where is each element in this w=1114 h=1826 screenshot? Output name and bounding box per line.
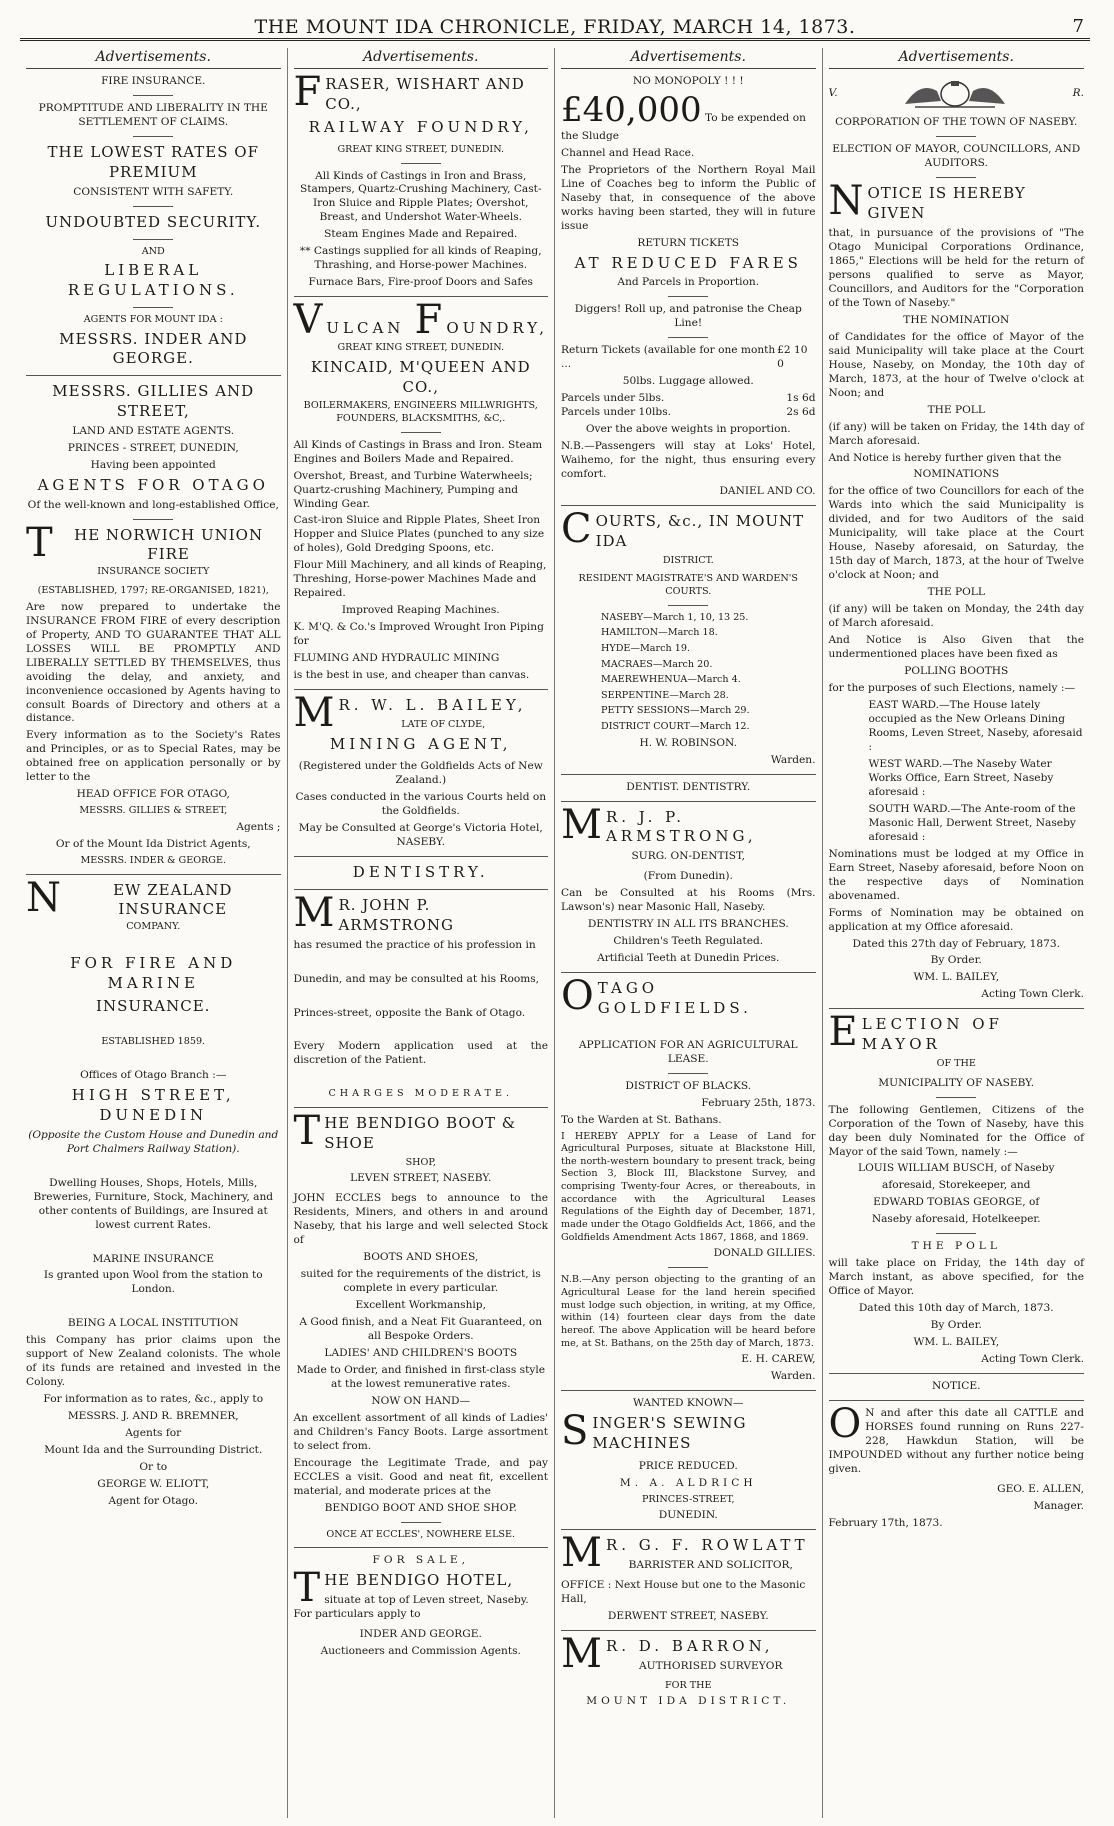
dwelling-houses: Dwelling Houses, Shops, Hotels, Mills, Breweries, Furniture, Stock, Machinery, and other contents of Buildings, are Insured at lowest current Rates. bbox=[33, 1176, 274, 1231]
drop-cap: O bbox=[561, 973, 594, 1020]
divider bbox=[829, 1008, 1085, 1009]
charges-moderate: CHARGES MODERATE. bbox=[328, 1088, 514, 1100]
column-header: Advertisements. bbox=[26, 48, 281, 69]
spacer bbox=[26, 937, 281, 951]
south-ward: SOUTH WARD.—The Ante-room of the Masonic Hall, Derwent Street, Naseby aforesaid : bbox=[868, 802, 1076, 843]
shop: SHOP, bbox=[405, 1156, 436, 1168]
can-be-consulted: Can be Consulted at his Rooms (Mrs. Lawson's) near Masonic Hall, Naseby. bbox=[561, 887, 816, 914]
resident-magistrate: RESIDENT MAGISTRATE'S AND WARDEN'S COURTS. bbox=[578, 573, 798, 597]
divider bbox=[294, 856, 549, 857]
drop-cap: M bbox=[293, 889, 335, 936]
suited-requirements: suited for the requirements of the district, is complete in every particular. bbox=[300, 1268, 541, 1295]
spacer bbox=[26, 1300, 281, 1314]
for-sale: FOR SALE, bbox=[372, 1554, 469, 1567]
surgeon-dentist: SURG. ON-DENTIST, bbox=[631, 850, 745, 863]
excellent-assortment: An excellent assortment of all kinds of Ladies' and Children's Fancy Boots. Large assortment to select from. bbox=[293, 1411, 548, 1452]
great-king-street: GREAT KING STREET, DUNEDIN. bbox=[337, 143, 505, 155]
excellent-workmanship: Excellent Workmanship, bbox=[355, 1299, 486, 1312]
dated-feb-27: Dated this 27th day of February, 1873. bbox=[852, 937, 1061, 950]
nb-passengers: N.B.—Passengers will stay at Loks' Hotel, Waihemo, for the night, thus ensuring every comfort. bbox=[561, 440, 816, 481]
good-finish: A Good finish, and a Neat Fit Guaranteed, on all Bespoke Orders. bbox=[299, 1316, 543, 1343]
agents-for-mount-ida: AGENTS FOR MOUNT IDA : bbox=[83, 313, 223, 325]
divider bbox=[26, 375, 281, 376]
or-to: Or to bbox=[139, 1461, 168, 1474]
bremner: MESSRS. J. AND R. BREMNER, bbox=[67, 1410, 239, 1423]
spacer bbox=[294, 956, 549, 970]
children-teeth: Children's Teeth Regulated. bbox=[613, 935, 764, 948]
amount: £40,000 bbox=[561, 90, 702, 131]
r-letter: R. bbox=[1072, 87, 1084, 100]
divider bbox=[829, 1400, 1085, 1401]
forms-nomination: Forms of Nomination may be obtained on application at my Office aforesaid. bbox=[828, 906, 1084, 933]
land-estate-agents: LAND AND ESTATE AGENTS. bbox=[72, 424, 235, 437]
may-be-consulted: May be Consulted at George's Victoria Hotel, NASEBY. bbox=[298, 822, 543, 849]
poll-3: THE POLL bbox=[911, 1240, 1001, 1253]
candidates: of Candidates for the office of Mayor of the said Municipality will take place at the Court House, Naseby, on Monday, the 10th day of March, 1873, at the hour of Twelve o'clock at Noon; and bbox=[828, 330, 1084, 399]
jp-armstrong: R. J. P. ARMSTRONG, bbox=[605, 807, 757, 846]
column-1 bbox=[20, 48, 288, 1818]
fraser-wishart: RASER, WISHART AND CO., bbox=[325, 75, 525, 114]
drop-cap: F bbox=[293, 69, 322, 116]
court-date: HYDE—March 19. bbox=[601, 642, 690, 654]
election-mayor: LECTION OF MAYOR bbox=[861, 1015, 1003, 1054]
inder-george-3: INDER AND GEORGE. bbox=[359, 1628, 482, 1640]
fare-value: 2s 6d bbox=[786, 406, 816, 419]
kmq-piping: K. M'Q. & Co.'s Improved Wrought Iron Piping for bbox=[293, 621, 544, 648]
drop-cap: M bbox=[561, 1530, 602, 1577]
bendigo-hotel: HE BENDIGO HOTEL, bbox=[324, 1571, 514, 1590]
poll-2: THE POLL bbox=[927, 586, 985, 599]
further-notice: And Notice is hereby further given that the bbox=[828, 451, 1062, 464]
district: DISTRICT. bbox=[662, 554, 714, 566]
divider bbox=[133, 307, 173, 308]
john-armstrong: R. JOHN P. ARMSTRONG bbox=[338, 895, 454, 934]
court-date: HAMILTON—March 18. bbox=[601, 627, 718, 639]
manager: Manager. bbox=[1033, 1499, 1084, 1512]
purposes: for the purposes of such Elections, namely :— bbox=[828, 682, 1076, 695]
luggage: 50lbs. Luggage allowed. bbox=[622, 375, 754, 388]
head-office: HEAD OFFICE FOR OTAGO, bbox=[76, 788, 230, 801]
now-on-hand: NOW ON HAND— bbox=[371, 1394, 471, 1407]
established-1797: (ESTABLISHED, 1797; RE-ORGANISED, 1821), bbox=[37, 585, 269, 597]
diggers: Diggers! Roll up, and patronise the Cheap Line! bbox=[574, 303, 802, 330]
drop-cap: T bbox=[26, 519, 53, 566]
divider bbox=[133, 239, 173, 240]
boilermakers: BOILERMAKERS, ENGINEERS MILLWRIGHTS, FOUNDERS, BLACKSMITHS, &C,. bbox=[303, 400, 538, 424]
column-header: Advertisements. bbox=[829, 48, 1085, 69]
gillies-street: MESSRS. GILLIES AND STREET, bbox=[52, 382, 255, 421]
warden-title: Warden. bbox=[770, 753, 816, 766]
notice-heading: NOTICE. bbox=[932, 1380, 981, 1393]
drop-cap: C bbox=[561, 505, 592, 552]
drop-cap: E bbox=[828, 1009, 858, 1056]
drop-cap: S bbox=[561, 1408, 589, 1455]
divider bbox=[668, 1073, 708, 1074]
cast-iron: Cast-iron Sluice and Ripple Plates, Sheet Iron Hopper and Sluice Plates (punched to any size of holes), Gold Dredging Spoons, etc. bbox=[293, 514, 545, 555]
drop-cap: M bbox=[561, 801, 602, 848]
opposite-custom-house: (Opposite the Custom House and Dunedin and Port Chalmers Railway Station). bbox=[28, 1128, 279, 1155]
fare-row bbox=[561, 406, 816, 420]
divider bbox=[133, 206, 173, 207]
warden-title-2: Warden. bbox=[770, 1370, 816, 1383]
divider bbox=[561, 774, 816, 775]
inder-george: MESSRS. INDER AND GEORGE. bbox=[59, 329, 248, 368]
daniel-co: DANIEL AND CO. bbox=[719, 485, 816, 497]
column-header: Advertisements. bbox=[294, 48, 549, 69]
nominations-lodged: Nominations must be lodged at my Office in Earn Street, Naseby aforesaid, before Noon on the respective days of Nomination abovenamed. bbox=[828, 847, 1084, 902]
gillies-street-2: MESSRS. GILLIES & STREET, bbox=[79, 805, 228, 817]
steam-engines: Steam Engines Made and Repaired. bbox=[324, 228, 518, 241]
castings-list: All Kinds of Castings in Iron and Brass, Stampers, Quartz-Crushing Machinery, Cast-Iron Sluice and Ripple Plates; Overshot, Breast, and Undershot Water-Wheels. bbox=[299, 169, 542, 224]
rowlatt: R. G. F. ROWLATT bbox=[605, 1536, 809, 1555]
agents-label: Agents ; bbox=[236, 820, 281, 833]
princes-street: PRINCES - STREET, DUNEDIN, bbox=[67, 441, 239, 454]
inder-george-2: MESSRS. INDER & GEORGE. bbox=[80, 854, 227, 866]
divider bbox=[294, 1107, 549, 1108]
geo-allen: GEO. E. ALLEN, bbox=[997, 1482, 1084, 1495]
fire-insurance-heading: FIRE INSURANCE. bbox=[101, 75, 206, 88]
poll-friday: (if any) will be taken on Friday, the 14th day of March aforesaid. bbox=[828, 420, 1084, 447]
fire-and-marine: FOR FIRE AND MARINE bbox=[70, 954, 237, 992]
nb-objection: N.B.—Any person objecting to the granting of an Agricultural Lease for the land herein specified must lodge such objection, in writing, at my Office, within (14) fourteen clear days from the date hereof. The above Application will be heard before me, at St. Bathans, on the 25th day of March, 1873. bbox=[561, 1274, 816, 1349]
singer-machines: INGER'S SEWING MACHINES bbox=[592, 1414, 747, 1453]
pursuance: that, in pursuance of the provisions of "The Otago Municipal Corporations Ordinance, 1865," Elections will be held for the return of persons qualified to serve as Mayor, Councillors, and Auditors for the "Corporation of the Town of Naseby." bbox=[828, 226, 1084, 309]
municipality-naseby: MUNICIPALITY OF NASEBY. bbox=[878, 1076, 1035, 1089]
drop-cap: V bbox=[293, 297, 323, 344]
west-ward: WEST WARD.—The Naseby Water Works Office, Earn Street, Naseby aforesaid : bbox=[868, 757, 1054, 798]
drop-cap: O bbox=[828, 1401, 862, 1448]
overshot: Overshot, Breast, and Turbine Waterwheels; Quartz-crushing Machinery, Pumping and Winding Gear. bbox=[293, 469, 533, 510]
drop-cap: N bbox=[828, 178, 864, 225]
robinson: H. W. ROBINSON. bbox=[639, 736, 738, 749]
column-header: Advertisements. bbox=[561, 48, 816, 69]
court-date: NASEBY—March 1, 10, 13 25. bbox=[601, 611, 749, 623]
auctioneers: Auctioneers and Commission Agents. bbox=[320, 1644, 521, 1657]
george-eliott: GEORGE W. ELIOTT, bbox=[97, 1478, 210, 1491]
divider bbox=[668, 337, 708, 338]
princes-street-bank: Princes-street, opposite the Bank of Otago. bbox=[293, 1006, 526, 1019]
divider bbox=[133, 519, 173, 520]
local-institution: BEING A LOCAL INSTITUTION bbox=[67, 1317, 239, 1330]
divider bbox=[936, 1233, 976, 1234]
foundry: OUNDRY, bbox=[446, 319, 548, 338]
norwich-society: INSURANCE SOCIETY bbox=[97, 566, 210, 578]
court-date: MACRAES—March 20. bbox=[601, 658, 713, 670]
wanted-known: WANTED KNOWN— bbox=[632, 1397, 744, 1410]
insurance-word: INSURANCE. bbox=[96, 996, 211, 1015]
railway-foundry: RAILWAY FOUNDRY, bbox=[308, 118, 533, 137]
to-warden: To the Warden at St. Bathans. bbox=[561, 1113, 722, 1126]
spacer bbox=[26, 1019, 281, 1033]
mount-ida-district: Mount Ida and the Surrounding District. bbox=[44, 1444, 263, 1457]
norwich-info: Every information as to the Society's Rates and Principles, or as to Special Rates, may be obtained free on application personally or by letter to the bbox=[26, 729, 281, 784]
george-desc: Naseby aforesaid, Hotelkeeper. bbox=[871, 1213, 1041, 1226]
consistent-safety: CONSISTENT WITH SAFETY. bbox=[73, 185, 234, 198]
agent-for-otago: Agent for Otago. bbox=[108, 1495, 198, 1508]
divider bbox=[936, 177, 976, 178]
for-the: FOR THE bbox=[664, 1679, 712, 1691]
polling-booths: POLLING BOOTHS bbox=[904, 665, 1009, 678]
to-be-expended: To be expended on the Sludge bbox=[561, 112, 806, 142]
fare-label: Return Tickets (available for one month ... bbox=[561, 344, 776, 371]
price-reduced: PRICE REDUCED. bbox=[638, 1459, 738, 1472]
lowest-rates: THE LOWEST RATES OF PREMIUM bbox=[47, 143, 259, 182]
divider bbox=[668, 296, 708, 297]
and-text: AND bbox=[141, 245, 165, 257]
courts-title: OURTS, &c., IN MOUNT IDA bbox=[595, 511, 805, 550]
drop-cap: T bbox=[293, 1108, 321, 1155]
spacer bbox=[294, 990, 549, 1004]
fare-label: Parcels under 5lbs. bbox=[561, 392, 665, 405]
for-information: For information as to rates, &c., apply to bbox=[43, 1393, 264, 1406]
district-agents: Or of the Mount Ida District Agents, bbox=[55, 837, 251, 850]
column-4 bbox=[823, 48, 1091, 1818]
divider bbox=[133, 95, 173, 96]
best-in-use: is the best in use, and cheaper than canvas. bbox=[293, 669, 530, 682]
acting-town-clerk-2: Acting Town Clerk. bbox=[981, 1353, 1084, 1366]
divider bbox=[668, 605, 708, 606]
parcels-proportion: And Parcels in Proportion. bbox=[617, 276, 760, 289]
otago-goldfields: TAGO GOLDFIELDS. bbox=[597, 979, 752, 1017]
channel-head-race: Channel and Head Race. bbox=[561, 146, 695, 159]
hereby-apply: I HEREBY APPLY for a Lease of Land for Agricultural Purposes, situate at Blackstone Hill, the north-western boundary to present track, being Section 3, Block III, Blackstone Survey, and comprising Twenty-four Acres, or thereabouts, in accordance with the Agricultural Leases Regulations of the Eighth day of December, 1871, made under the Otago Goldfields Act, 1866, and the Goldfields Amendment Acts 1867, 1868, and 1869. bbox=[561, 1130, 816, 1243]
district-blacks: DISTRICT OF BLACKS. bbox=[625, 1079, 752, 1092]
great-king-street-2: GREAT KING STREET, DUNEDIN. bbox=[337, 342, 505, 354]
spacer bbox=[26, 1236, 281, 1250]
divider bbox=[561, 505, 816, 506]
court-date: DISTRICT COURT—March 12. bbox=[601, 721, 750, 733]
dentist-dentistry: DENTIST. DENTISTRY. bbox=[626, 780, 751, 793]
wool-london: Is granted upon Wool from the station to London. bbox=[43, 1269, 263, 1296]
agents-for-otago: AGENTS FOR OTAGO bbox=[37, 475, 269, 494]
late-of-clyde: LATE OF CLYDE, bbox=[401, 718, 486, 730]
by-order: By Order. bbox=[930, 954, 982, 967]
also-given: And Notice is Also Given that the undermentioned places have been fixed as bbox=[828, 634, 1084, 661]
v-letter: V. bbox=[828, 87, 838, 100]
date-feb-25: February 25th, 1873. bbox=[701, 1096, 816, 1109]
ladies-children: LADIES' AND CHILDREN'S BOOTS bbox=[324, 1346, 518, 1359]
kincaid: KINCAID, M'QUEEN AND CO., bbox=[310, 357, 531, 396]
royal-arms-crest-icon bbox=[895, 79, 1015, 109]
busch-desc: aforesaid, Storekeeper, and bbox=[882, 1179, 1031, 1192]
nz-company: COMPANY. bbox=[126, 921, 181, 933]
court-date: MAEREWHENUA—March 4. bbox=[601, 674, 741, 686]
divider bbox=[26, 874, 281, 875]
carew: E. H. CAREW, bbox=[741, 1353, 816, 1366]
mount-ida-district-3: MOUNT IDA DISTRICT. bbox=[586, 1695, 791, 1708]
made-to-order: Made to Order, and finished in first-class style at the lowest remunerative rates. bbox=[296, 1363, 545, 1390]
spacer bbox=[294, 1071, 549, 1085]
drop-cap: T bbox=[293, 1565, 321, 1612]
nominations: NOMINATIONS bbox=[913, 468, 1000, 481]
once-at-eccles: ONCE AT ECCLES', NOWHERE ELSE. bbox=[326, 1528, 516, 1540]
princes-street-2: PRINCES-STREET, bbox=[641, 1493, 735, 1505]
authorised-surveyor: AUTHORISED SURVEYOR bbox=[639, 1659, 783, 1672]
spacer bbox=[26, 1160, 281, 1174]
nomination: THE NOMINATION bbox=[903, 313, 1010, 326]
acting-town-clerk: Acting Town Clerk. bbox=[981, 988, 1084, 1001]
column-3 bbox=[555, 48, 823, 1818]
vulcan: ULCAN bbox=[326, 319, 405, 338]
improved-reaping: Improved Reaping Machines. bbox=[341, 604, 500, 617]
norwich-body: Are now prepared to undertake the INSURANCE FROM FIRE of every description of Property, AND TO GUARANTEE THAT ALL LOSSES WILL BE PROMPTLY AND LIBERALLY SETTLED BY THEMSELVES, thus avoiding the delay, and anxiety, and inconvenience occasioned by Agents having to consult Boards of Directory and others at a distance. bbox=[26, 600, 281, 725]
derwent-street: DERWENT STREET, NASEBY. bbox=[607, 1610, 769, 1623]
agents-for-line: Agents for bbox=[125, 1427, 182, 1440]
drop-cap: M bbox=[561, 1631, 602, 1678]
divider bbox=[561, 1390, 816, 1391]
all-kinds-castings: All Kinds of Castings in Brass and Iron. Steam Engines and Boilers Made and Repaired. bbox=[293, 438, 543, 465]
busch: LOUIS WILLIAM BUSCH, of Naseby bbox=[858, 1162, 1055, 1175]
undoubted-security: UNDOUBTED SECURITY. bbox=[45, 212, 262, 231]
poll: THE POLL bbox=[927, 403, 985, 416]
royal-arms-row bbox=[829, 75, 1085, 113]
poll-monday: (if any) will be taken on Monday, the 24th day of March aforesaid. bbox=[828, 603, 1084, 630]
flour-mill: Flour Mill Machinery, and all kinds of Reaping, Threshing, Horse-power Machines Made and Repaired. bbox=[293, 559, 547, 600]
fare-value: £2 10 0 bbox=[777, 344, 808, 371]
wm-bailey-2: WM. L. BAILEY, bbox=[913, 1336, 1000, 1349]
boots-shoes: BOOTS AND SHOES, bbox=[363, 1251, 479, 1264]
promptitude-line: PROMPTITUDE AND LIBERALITY IN THE SETTLEMENT OF CLAIMS. bbox=[38, 102, 268, 129]
bendigo-shop-name: BENDIGO BOOT AND SHOE SHOP. bbox=[324, 1501, 517, 1514]
corporation-naseby: CORPORATION OF THE TOWN OF NASEBY. bbox=[835, 116, 1078, 129]
every-modern: Every Modern application used at the discretion of the Patient. bbox=[293, 1040, 548, 1067]
dentistry-heading: DENTISTRY. bbox=[352, 863, 489, 882]
liberal-regulations: LIBERAL REGULATIONS. bbox=[67, 261, 239, 300]
drop-cap: M bbox=[293, 690, 335, 737]
artificial-teeth: Artificial Teeth at Dunedin Prices. bbox=[597, 952, 780, 965]
divider bbox=[936, 136, 976, 137]
barron: R. D. BARRON, bbox=[605, 1637, 774, 1656]
having-appointed: Having been appointed bbox=[90, 458, 216, 471]
well-known-office: Of the well-known and long-established Office, bbox=[27, 498, 279, 511]
court-date: SERPENTINE—March 28. bbox=[601, 689, 729, 701]
dunedin-rooms: Dunedin, and may be consulted at his Rooms, bbox=[293, 972, 540, 985]
has-resumed: has resumed the practice of his profession in bbox=[293, 938, 536, 951]
registered: (Registered under the Goldfields Acts of New Zealand.) bbox=[298, 760, 543, 787]
notice-given: OTICE IS HEREBY GIVEN bbox=[867, 184, 1026, 223]
divider bbox=[561, 972, 816, 973]
from-dunedin: (From Dunedin). bbox=[643, 870, 733, 883]
divider bbox=[401, 1522, 441, 1523]
column-2 bbox=[288, 48, 556, 1818]
will-take-place: will take place on Friday, the 14th day of March instant, as above specified, for the Office of Mayor. bbox=[828, 1257, 1084, 1298]
spacer bbox=[26, 1052, 281, 1066]
columns bbox=[20, 48, 1090, 1818]
prior-claims: this Company has prior claims upon the support of New Zealand colonists. The whole of its funds are retained and invested in the Colony. bbox=[26, 1334, 281, 1389]
page-number: 7 bbox=[1072, 16, 1084, 37]
castings-supplied: ** Castings supplied for all kinds of Reaping, Thrashing, and Horse-power Machines. bbox=[299, 245, 542, 272]
dentistry-branches: DENTISTRY IN ALL ITS BRANCHES. bbox=[587, 918, 789, 931]
election-heading: ELECTION OF MAYOR, COUNCILLORS, AND AUDITORS. bbox=[832, 143, 1081, 170]
george: EDWARD TOBIAS GEORGE, of bbox=[873, 1196, 1040, 1209]
fare-row bbox=[561, 392, 816, 406]
spacer bbox=[561, 1022, 816, 1036]
fluming: FLUMING AND HYDRAULIC MINING bbox=[293, 652, 500, 665]
divider bbox=[829, 1373, 1085, 1374]
spacer bbox=[294, 1023, 549, 1037]
hotel-situate: situate at top of Leven street, Naseby. For particulars apply to bbox=[293, 1594, 529, 1621]
drop-cap: F bbox=[414, 297, 443, 344]
date-feb-17: February 17th, 1873. bbox=[828, 1516, 943, 1529]
eccles-announce: JOHN ECCLES begs to announce to the Residents, Miners, and others in and around Naseby, that his large and well selected Stock of bbox=[293, 1192, 548, 1247]
nz-insurance-title: EW ZEALAND INSURANCE bbox=[113, 880, 233, 919]
court-date: PETTY SESSIONS—March 29. bbox=[601, 705, 750, 717]
cattle-notice: N and after this date all CATTLE and HORSES found running on Runs 227-228, Hawkdun Station, will be IMPOUNDED without any further notice being given. bbox=[828, 1407, 1084, 1475]
donald-gillies: DONALD GILLIES. bbox=[713, 1247, 816, 1260]
mining-agent: MINING AGENT, bbox=[329, 734, 512, 753]
over-weights: Over the above weights in proportion. bbox=[585, 423, 791, 436]
dated-mar-10: Dated this 10th day of March, 1873. bbox=[858, 1302, 1054, 1315]
norwich-union-title: HE NORWICH UNION FIRE bbox=[74, 525, 264, 564]
office-next-house: OFFICE : Next House but one to the Masonic Hall, bbox=[561, 1579, 806, 1606]
no-monopoly: NO MONOPOLY ! ! ! bbox=[632, 75, 744, 88]
divider bbox=[133, 136, 173, 137]
fare-row bbox=[561, 344, 816, 372]
divider bbox=[294, 1547, 549, 1548]
of-the: OF THE bbox=[936, 1057, 976, 1069]
divider bbox=[401, 163, 441, 164]
wm-bailey: WM. L. BAILEY, bbox=[913, 971, 1000, 984]
proprietors: The Proprietors of the Northern Royal Mail Line of Coaches beg to inform the Public of Naseby that, in consequence of the above works having been started, they will in future issue bbox=[561, 163, 816, 232]
by-order-2: By Order. bbox=[930, 1319, 982, 1332]
marine-insurance: MARINE INSURANCE bbox=[92, 1252, 214, 1265]
councillors: for the office of two Councillors for each of the Wards into which the said Municipality is divided, and for two Auditors of the said Municipality, will take place at the Court House, Naseby aforesaid, on Saturday, the 15th day of March, 1873, at the hour of Twelve o'clock at Noon; and bbox=[828, 485, 1084, 582]
application-lease: APPLICATION FOR AN AGRICULTURAL LEASE. bbox=[578, 1038, 798, 1065]
divider bbox=[401, 432, 441, 433]
established-1859: ESTABLISHED 1859. bbox=[101, 1036, 206, 1048]
drop-cap: N bbox=[26, 874, 61, 921]
reduced-fares: AT REDUCED FARES bbox=[574, 253, 802, 272]
fare-label: Parcels under 10lbs. bbox=[561, 406, 672, 419]
page-title: THE MOUNT IDA CHRONICLE, FRIDAY, MARCH 14, 1873. bbox=[254, 16, 856, 38]
following-gentlemen: The following Gentlemen, Citizens of the Corporation of the Town of Naseby, have this day been duly Nominated for the Office of Mayor of the said Town, namely :— bbox=[828, 1103, 1084, 1158]
return-tickets: RETURN TICKETS bbox=[637, 236, 740, 249]
fare-value: 1s 6d bbox=[786, 392, 816, 405]
high-street: HIGH STREET, DUNEDIN bbox=[71, 1086, 235, 1124]
bendigo-boot: HE BENDIGO BOOT & SHOE bbox=[324, 1114, 517, 1152]
barrister: BARRISTER AND SOLICITOR, bbox=[628, 1559, 793, 1572]
furnace-bars: Furnace Bars, Fire-proof Doors and Safes bbox=[308, 276, 533, 289]
east-ward: EAST WARD.—The House lately occupied as the New Orleans Dining Rooms, Leven Street, Naseby, aforesaid : bbox=[868, 699, 1083, 753]
cases-conducted: Cases conducted in the various Courts held on the Goldfields. bbox=[295, 791, 547, 818]
leven-street: LEVEN STREET, NASEBY. bbox=[350, 1172, 492, 1185]
divider bbox=[668, 1267, 708, 1268]
aldrich: M. A. ALDRICH bbox=[619, 1476, 757, 1489]
bailey-title: R. W. L. BAILEY, bbox=[338, 696, 527, 715]
encourage-trade: Encourage the Legitimate Trade, and pay ECCLES a visit. Good and neat fit, excellent material, and moderate prices at the bbox=[293, 1456, 548, 1497]
offices-otago: Offices of Otago Branch :— bbox=[80, 1069, 227, 1082]
dunedin-line: DUNEDIN. bbox=[658, 1509, 718, 1522]
divider bbox=[936, 1097, 976, 1098]
masthead bbox=[20, 16, 1090, 41]
